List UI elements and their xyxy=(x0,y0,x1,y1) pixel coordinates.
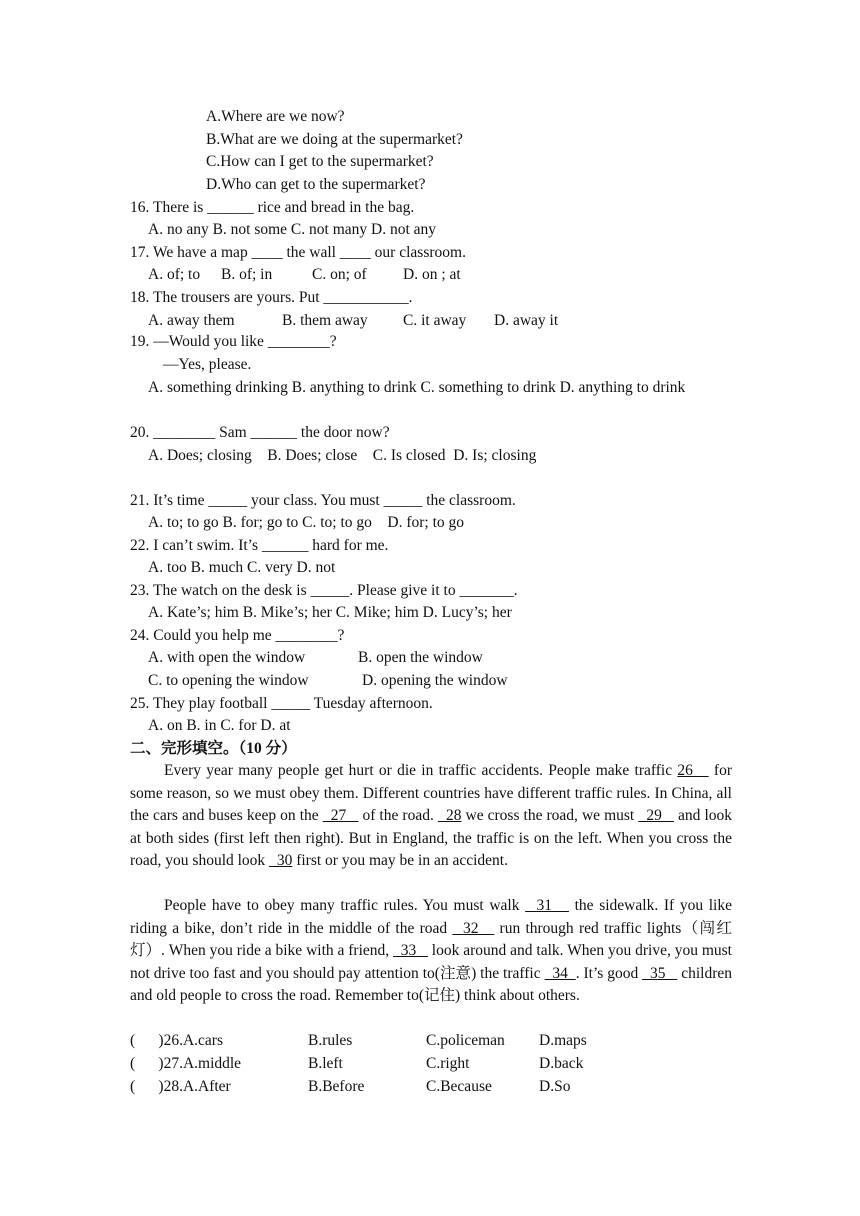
q24-option-c: C. to opening the window xyxy=(148,672,309,689)
q24-stem: 24. Could you help me ________? xyxy=(130,627,345,644)
passage-text: first or you may be in an accident. xyxy=(292,852,508,869)
q23-stem: 23. The watch on the desk is _____. Please give it to _______. xyxy=(130,582,518,599)
choice-26-a: ( )26.A.cars xyxy=(130,1032,223,1049)
choice-27-b: B.left xyxy=(308,1055,343,1072)
passage-text: children and old people to cross the road. Remember to(记住) think about others. xyxy=(130,964,732,1004)
passage-paragraph-2 xyxy=(130,895,732,1008)
q23-options: A. Kate’s; him B. Mike’s; her C. Mike; him D. Lucy’s; her xyxy=(148,604,512,621)
q15-option-d: D.Who can get to the supermarket? xyxy=(206,176,426,193)
blank-31: 31 xyxy=(525,897,569,914)
choice-26-c: C.policeman xyxy=(426,1032,505,1049)
q16-options: A. no any B. not some C. not many D. not any xyxy=(148,221,437,238)
q24-option-a: A. with open the window xyxy=(148,649,306,666)
choice-28-b: B.Before xyxy=(308,1078,365,1095)
choice-26-b: B.rules xyxy=(308,1032,353,1049)
choice-28-c: C.Because xyxy=(426,1078,492,1095)
q24-options-row2 xyxy=(148,670,750,692)
q18-options xyxy=(148,310,750,332)
q17-option-b: B. of; in xyxy=(221,266,273,283)
q15-option-b: B.What are we doing at the supermarket? xyxy=(206,131,463,148)
q20-stem: 20. ________ Sam ______ the door now? xyxy=(130,424,390,441)
q25-options: A. on B. in C. for D. at xyxy=(148,717,291,734)
choice-27-a: ( )27.A.middle xyxy=(130,1055,242,1072)
passage-text: . It’s good xyxy=(575,964,643,982)
passage-text: of the road. xyxy=(358,807,438,824)
q21-options: A. to; to go B. for; go to C. to; to go D. for; to go xyxy=(148,514,465,531)
blank-32: 32 xyxy=(452,919,495,937)
q15-option-a: A.Where are we now? xyxy=(206,108,345,125)
q22-stem: 22. I can’t swim. It’s ______ hard for me. xyxy=(130,537,389,554)
blank-34: 34 xyxy=(544,964,576,982)
choice-26-d: D.maps xyxy=(539,1032,587,1049)
section-title: 二、完形填空。（10 分） xyxy=(130,740,297,757)
q18-option-a: A. away them xyxy=(148,312,235,329)
q18-option-b: B. them away xyxy=(282,312,368,329)
q17-option-c: C. on; of xyxy=(312,266,367,283)
blank-26: 26 xyxy=(677,762,709,779)
passage-text: People have to obey many traffic rules. You must walk xyxy=(164,897,526,914)
passage-text: run through red traffic lights（闯红灯）. When you ride a bike with a friend, xyxy=(130,919,733,959)
blank-27: 27 xyxy=(322,807,359,824)
passage-text: we cross the road, we must xyxy=(461,807,639,824)
passage-paragraph-1 xyxy=(130,760,732,873)
q17-option-d: D. on ; at xyxy=(403,266,461,283)
q25-stem: 25. They play football _____ Tuesday afternoon. xyxy=(130,695,433,712)
passage-text: the sidewalk. If you like riding a bike, don’t ride in the middle of the road xyxy=(130,897,732,937)
q16-stem: 16. There is ______ rice and bread in the bag. xyxy=(130,199,415,216)
q24-option-b: B. open the window xyxy=(358,649,483,666)
passage-text: look around and talk. When you drive, you must not drive too fast and you should pay attention to(注意) the traffic xyxy=(130,942,732,982)
q17-options xyxy=(148,264,750,286)
q18-option-c: C. it away xyxy=(403,312,467,329)
q21-stem: 21. It’s time _____ your class. You must _____ the classroom. xyxy=(130,492,516,509)
blank-29: 29 xyxy=(638,807,674,824)
q19-reply: —Yes, please. xyxy=(163,356,252,373)
choice-row-28 xyxy=(130,1076,732,1098)
q18-stem: 18. The trousers are yours. Put ___________. xyxy=(130,289,413,306)
passage-text: and look at both sides (first left then right). But in England, the traffic is on the left. When you cross the road, you should look xyxy=(130,807,733,869)
blank-33: 33 xyxy=(393,942,428,959)
passage-text: for some reason, so we must obey them. Different countries have different traffic rules. In China, all the cars and buses keep on the xyxy=(130,762,733,824)
q19-options: A. something drinking B. anything to drink C. something to drink D. anything to drink xyxy=(148,379,686,396)
choice-28-d: D.So xyxy=(539,1078,571,1095)
q24-options-row1 xyxy=(148,647,750,669)
blank-30: 30 xyxy=(269,852,293,869)
q22-options: A. too B. much C. very D. not xyxy=(148,559,336,576)
q17-stem: 17. We have a map ____ the wall ____ our classroom. xyxy=(130,244,466,261)
q19-stem: 19. —Would you like ________? xyxy=(130,333,337,350)
q24-option-d: D. opening the window xyxy=(362,672,508,689)
choice-27-c: C.right xyxy=(426,1055,470,1072)
choice-row-26 xyxy=(130,1030,732,1052)
blank-35: 35 xyxy=(642,964,678,982)
blank-28: 28 xyxy=(437,807,462,824)
passage-text: Every year many people get hurt or die in traffic accidents. People make traffic xyxy=(164,762,678,779)
q18-option-d: D. away it xyxy=(494,312,559,329)
choice-27-d: D.back xyxy=(539,1055,584,1072)
q17-option-a: A. of; to xyxy=(148,266,201,283)
choice-28-a: ( )28.A.After xyxy=(130,1078,231,1095)
choice-row-27 xyxy=(130,1053,732,1075)
q15-option-c: C.How can I get to the supermarket? xyxy=(206,153,434,170)
q20-options: A. Does; closing B. Does; close C. Is closed D. Is; closing xyxy=(148,447,537,464)
